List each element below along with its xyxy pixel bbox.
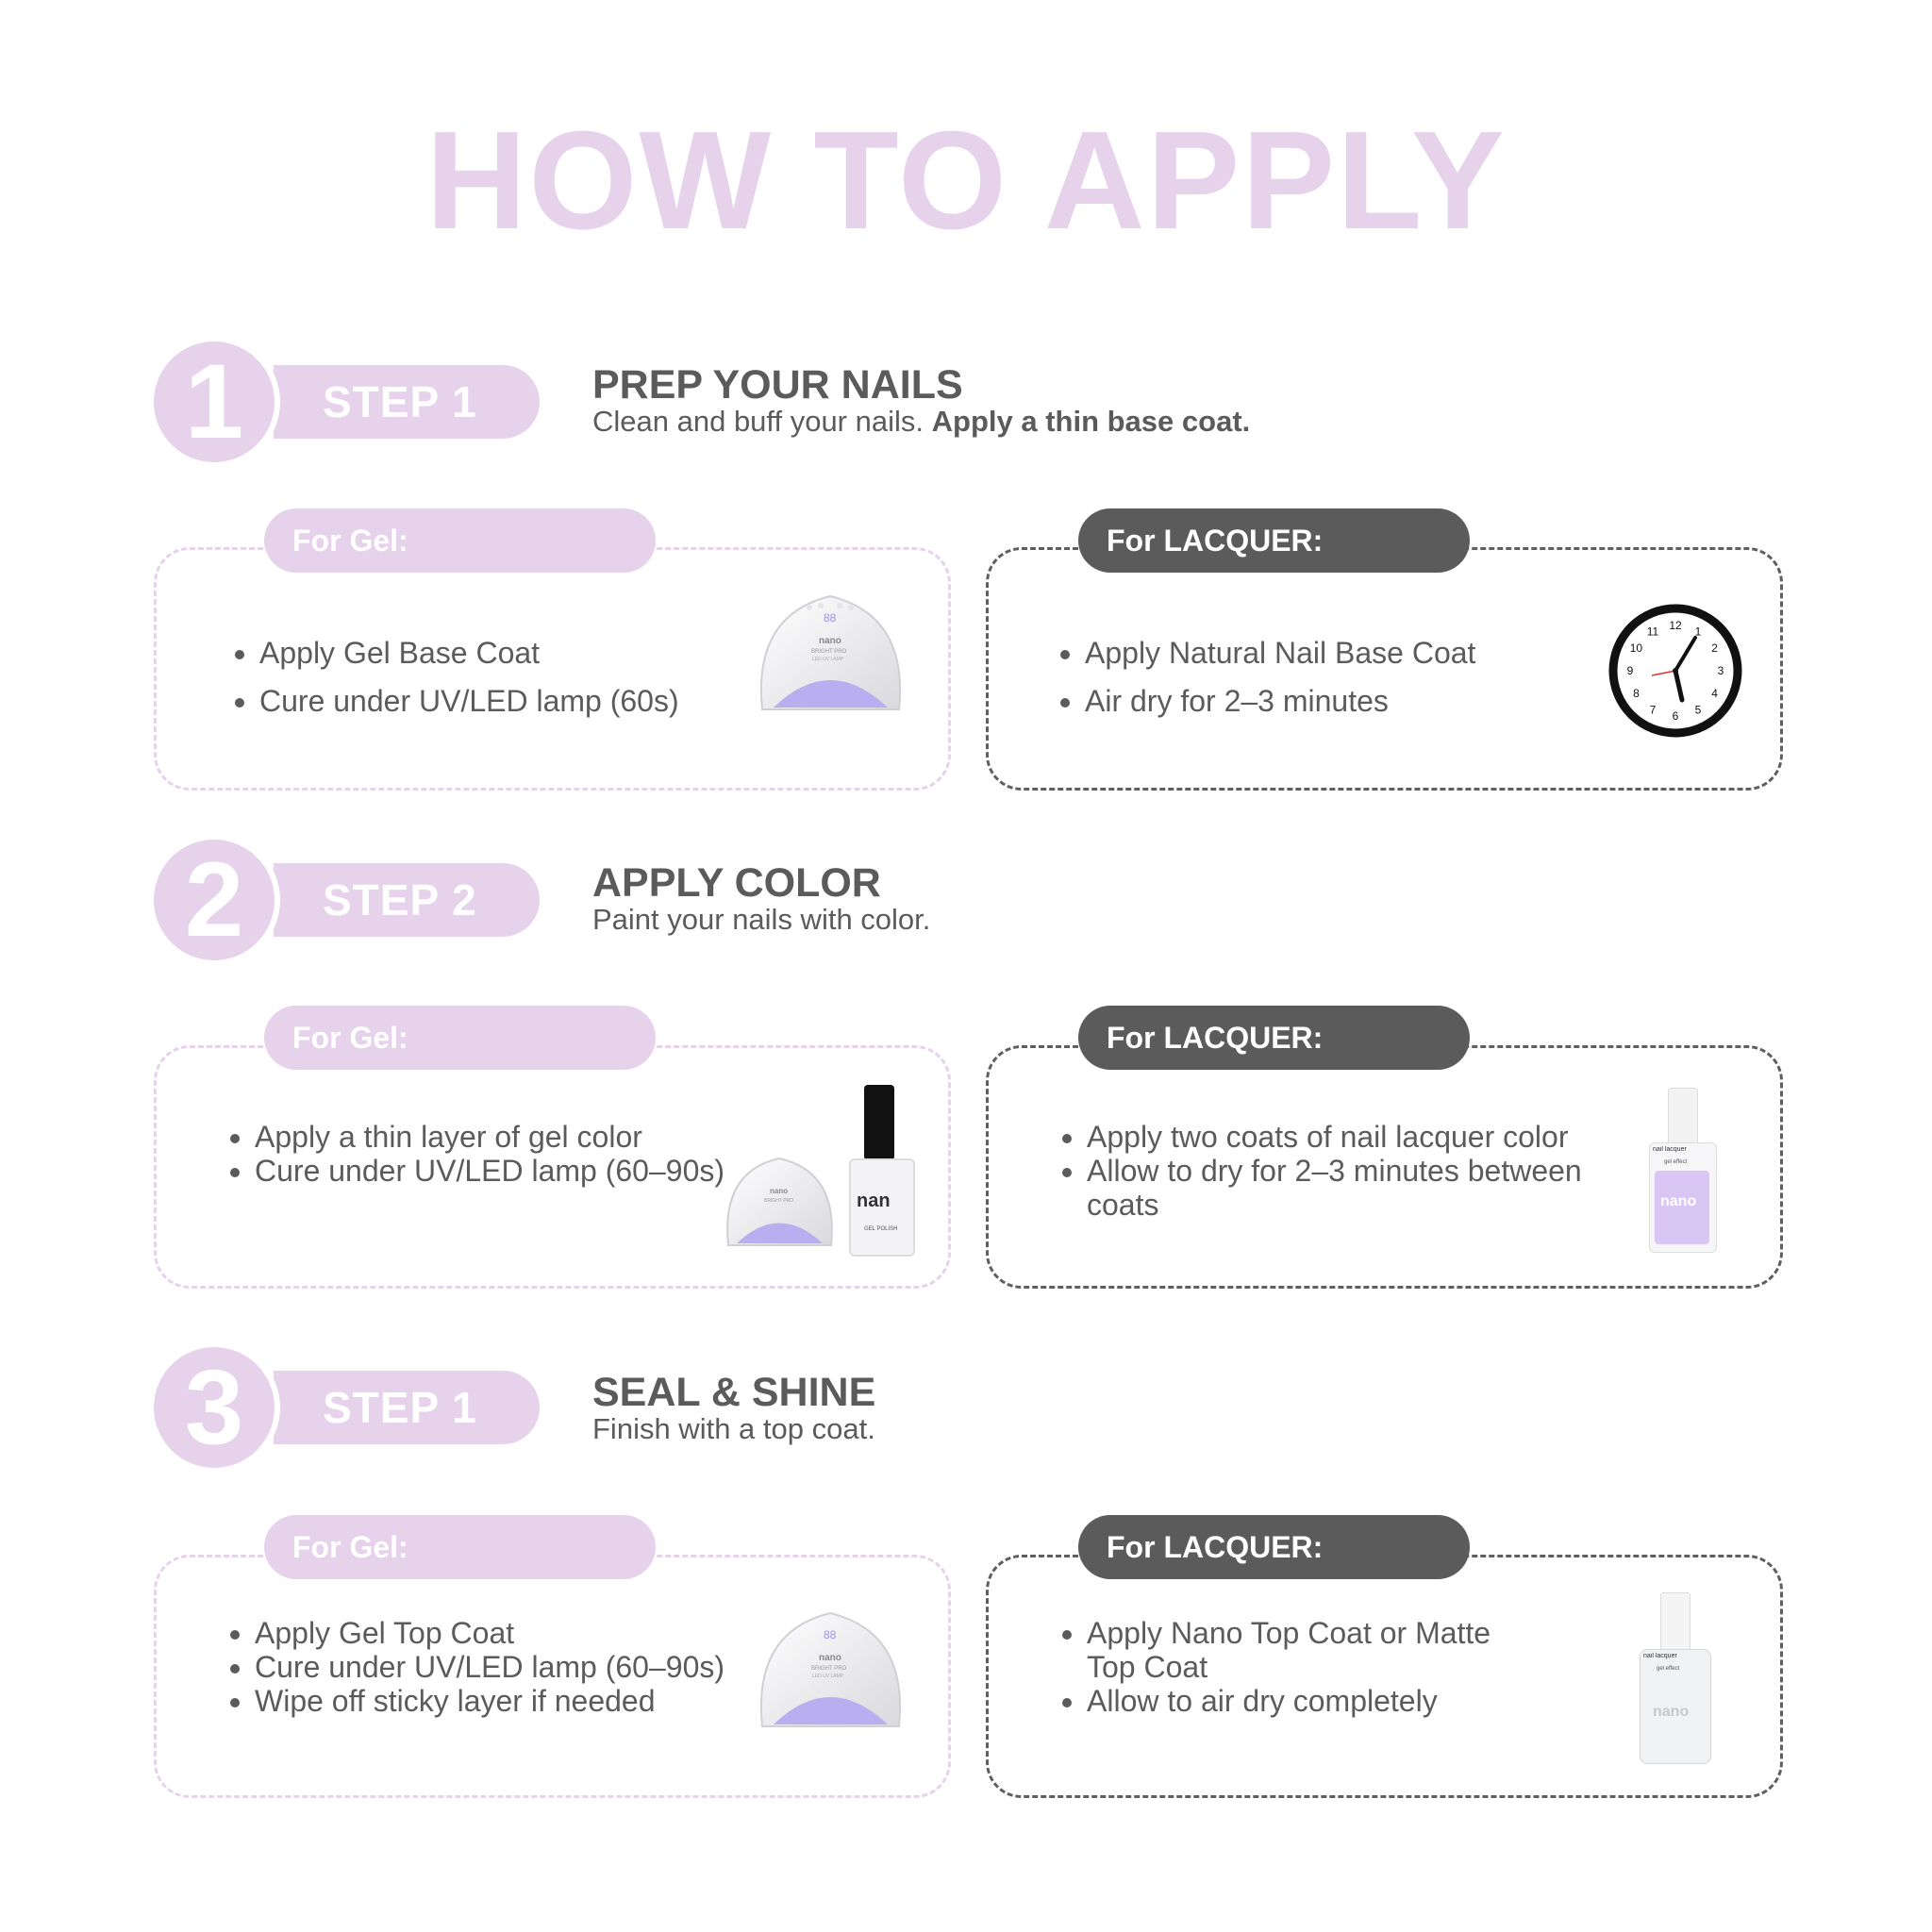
clock-numeral: 7 — [1649, 703, 1657, 717]
gel-tag: For Gel: — [264, 1515, 656, 1579]
list-item: • Wipe off sticky layer if needed — [255, 1685, 764, 1719]
lamp-display-text: 88 — [824, 611, 837, 625]
clock-numeral: 5 — [1694, 703, 1702, 717]
clock-icon — [1607, 602, 1744, 740]
step-number-badge: 1 — [154, 341, 275, 462]
clock-numeral: 11 — [1646, 625, 1659, 639]
lamp-model-text: BRIGHT PRO — [811, 649, 847, 655]
lamp-sub-text: LED UV LAMP — [812, 657, 844, 662]
lamp-brand-text: nano — [819, 636, 841, 646]
lacquer-brand-text: nano — [1653, 1704, 1690, 1720]
bottle-label-text: GEL POLISH — [864, 1226, 898, 1232]
page-title: HOW TO APPLY — [425, 103, 1507, 258]
uv-led-lamp-icon — [753, 587, 908, 728]
clock-numeral: 9 — [1626, 664, 1634, 677]
list-item: • Air dry for 2–3 minutes — [1085, 684, 1475, 719]
step-number-badge: 2 — [154, 840, 275, 960]
step-description-text: Clean and buff your nails. — [592, 405, 924, 438]
lamp-display-text: 88 — [824, 1628, 837, 1641]
gel-instructions-step-3 — [217, 1617, 764, 1718]
list-item: • Allow to dry for 2–3 minutes between coats — [1087, 1155, 1596, 1223]
gel-instructions-step-2 — [217, 1121, 745, 1189]
clock-numeral: 1 — [1694, 625, 1702, 639]
clock-numeral: 6 — [1672, 709, 1679, 723]
gel-tag: For Gel: — [264, 508, 656, 573]
clock-numeral: 3 — [1717, 664, 1724, 677]
lacquer-label-text: nail lacquer — [1643, 1653, 1677, 1659]
list-item: • Apply Natural Nail Base Coat — [1085, 636, 1475, 671]
step-description — [592, 407, 1250, 436]
step-heading: PREP YOUR NAILS — [592, 362, 963, 408]
step-label: STEP 1 — [274, 365, 540, 439]
list-item: • Apply Gel Base Coat — [259, 636, 679, 671]
lamp-brand-text: nano — [819, 1653, 841, 1663]
step-number-badge: 3 — [154, 1347, 275, 1468]
step-heading: SEAL & SHINE — [592, 1370, 876, 1415]
nail-lacquer-bottle-icon — [1649, 1088, 1715, 1253]
clock-numeral: 4 — [1711, 687, 1718, 700]
list-item: • Allow to air dry completely — [1087, 1685, 1540, 1719]
list-item: • Apply Nano Top Coat or Matte Top Coat — [1087, 1617, 1540, 1685]
step-description-emphasis: Apply a thin base coat. — [931, 405, 1251, 438]
lacquer-instructions-step-2 — [1049, 1121, 1596, 1222]
uv-led-lamp-icon — [721, 1151, 839, 1259]
gel-instructions-step-1 — [222, 636, 679, 732]
list-item: • Apply a thin layer of gel color — [255, 1121, 745, 1155]
clock-numeral: 2 — [1711, 641, 1718, 655]
lacquer-instructions-step-1 — [1047, 636, 1475, 732]
list-item: • Cure under UV/LED lamp (60s) — [259, 684, 679, 719]
list-item: • Apply Gel Top Coat — [255, 1617, 764, 1651]
list-item: • Apply two coats of nail lacquer color — [1087, 1121, 1596, 1155]
lacquer-tag: For LACQUER: — [1078, 1515, 1470, 1579]
lacquer-tag: For LACQUER: — [1078, 1006, 1470, 1070]
lamp-brand-text: nano — [770, 1187, 789, 1195]
gel-polish-bottle-icon — [847, 1085, 913, 1255]
gel-tag: For Gel: — [264, 1006, 656, 1070]
uv-led-lamp-icon — [753, 1604, 908, 1745]
lacquer-label-text: nail lacquer — [1653, 1146, 1687, 1153]
clock-numeral: 8 — [1633, 687, 1640, 700]
step-heading: APPLY COLOR — [592, 860, 881, 906]
clock-numeral: 12 — [1669, 619, 1682, 632]
bottle-brand-text: nan — [857, 1191, 891, 1211]
lamp-sub-text: LED UV LAMP — [812, 1674, 844, 1679]
top-coat-bottle-icon — [1640, 1592, 1709, 1764]
clock-numeral: 10 — [1629, 641, 1643, 655]
list-item: • Cure under UV/LED lamp (60–90s) — [255, 1155, 745, 1189]
step-description: Paint your nails with color. — [592, 903, 931, 936]
lamp-model-text: BRIGHT PRO — [811, 1666, 847, 1672]
lacquer-instructions-step-3 — [1049, 1617, 1540, 1718]
list-item: • Cure under UV/LED lamp (60–90s) — [255, 1651, 764, 1685]
lacquer-sub-text: gel effect — [1664, 1159, 1688, 1165]
lacquer-tag: For LACQUER: — [1078, 508, 1470, 573]
step-label: STEP 2 — [274, 863, 540, 937]
step-label: STEP 1 — [274, 1371, 540, 1444]
lamp-model-text: BRIGHT PRO — [764, 1198, 794, 1204]
lacquer-sub-text: gel effect — [1657, 1666, 1680, 1672]
lacquer-brand-text: nano — [1660, 1193, 1697, 1209]
step-description: Finish with a top coat. — [592, 1412, 875, 1445]
